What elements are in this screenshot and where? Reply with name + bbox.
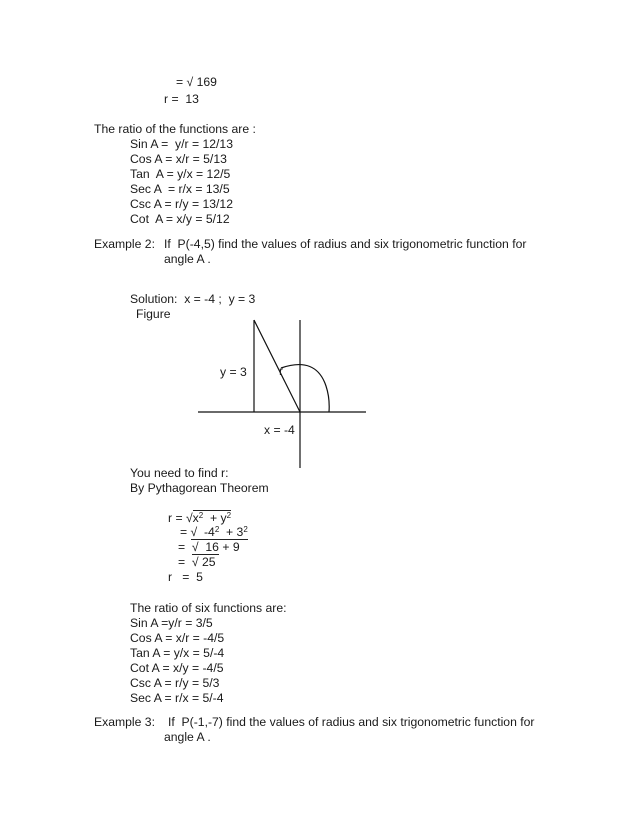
pyth-step-1: $r = √x^2 + y^2$	[168, 511, 232, 525]
example-3-line1: If P(-1,-7) find the values of radius and six trigonometric function for	[168, 715, 535, 729]
pyth-step-4: = √ 25	[178, 555, 216, 569]
figure-y-label: y = 3	[220, 365, 247, 379]
ratio-2-tan: Tan A = y/x = 5/-4	[130, 646, 225, 660]
ratio-1-sin: Sin A = y/r = 12/13	[130, 137, 233, 151]
example-3-line2: angle A .	[164, 730, 211, 744]
example-3-label: Example 3:	[94, 715, 155, 729]
ratio-2-cos: Cos A = x/r = -4/5	[130, 631, 225, 645]
ratio-1-cos: Cos A = x/r = 5/13	[130, 152, 227, 166]
figure-label: Figure	[136, 307, 171, 321]
pyth-step-5: r = 5	[168, 570, 203, 584]
triangle-hypotenuse	[254, 320, 300, 412]
ratio-1-sec: Sec A = r/x = 13/5	[130, 182, 230, 196]
ratio-1-cot: Cot A = x/y = 5/12	[130, 212, 230, 226]
ratio-2-sec: Sec A = r/x = 5/-4	[130, 691, 224, 705]
pyth-step-2: = √ $-4^2 + 3^2$	[180, 525, 248, 539]
example-2-line1: If P(-4,5) find the values of radius and six trigonometric function for	[164, 237, 527, 251]
ratio-2-cot: Cot A = x/y = -4/5	[130, 661, 224, 675]
ratio-1-csc: Csc A = r/y = 13/12	[130, 197, 233, 211]
calc-sqrt-169: = √ 169	[176, 75, 217, 89]
ratio-2-csc: Csc A = r/y = 5/3	[130, 676, 220, 690]
figure-r-label: r	[279, 364, 284, 378]
ratio-1-tan: Tan A = y/x = 12/5	[130, 167, 231, 181]
example-2-label: Example 2:	[94, 237, 155, 251]
solution-line: Solution: x = -4 ; y = 3	[130, 292, 256, 306]
example-2-line2: angle A .	[164, 252, 211, 266]
calc-r-13: r = 13	[164, 92, 199, 106]
pythagorean-line: By Pythagorean Theorem	[130, 481, 269, 495]
pyth-step-3: = √ 16 + 9	[178, 540, 240, 554]
figure-x-label: x = -4	[264, 423, 295, 437]
ratio-heading-2: The ratio of six functions are:	[130, 601, 287, 615]
ratio-heading-1: The ratio of the functions are :	[94, 122, 256, 136]
find-r-line: You need to find r:	[130, 466, 229, 480]
ratio-2-sin: Sin A =y/r = 3/5	[130, 616, 213, 630]
